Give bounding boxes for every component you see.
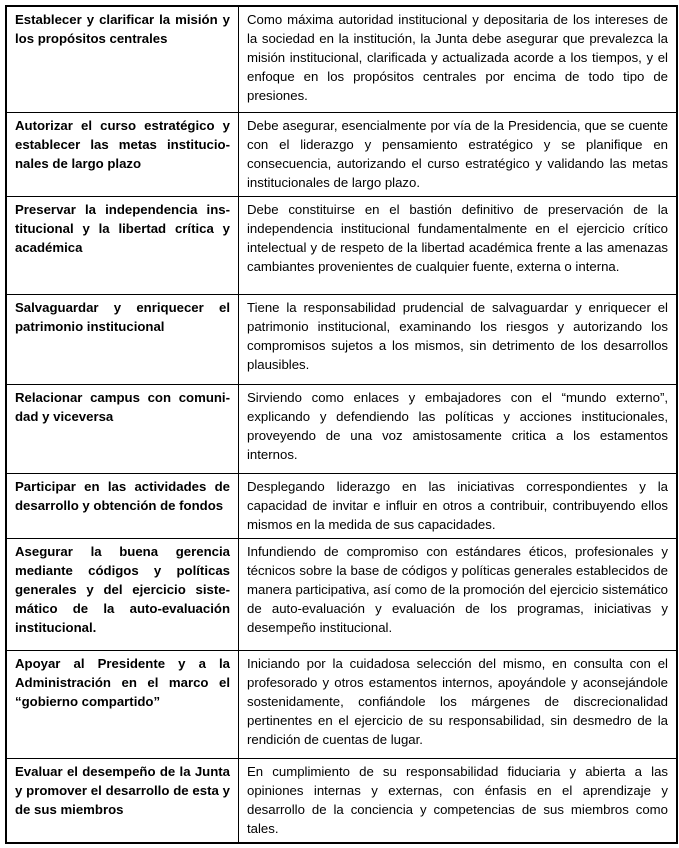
term-cell: Salvaguardar y enriquecer el patrimonio institucional (6, 294, 239, 384)
term-cell: Apoyar al Presidente y a la Administración en el marco el “gobierno compartido” (6, 650, 239, 758)
term-cell: Evaluar el desempeño de la Junta y promover el desarrollo de esta y de sus miembros (6, 758, 239, 843)
board-functions-table (5, 5, 678, 844)
description-cell: Como máxima autoridad institucional y depositaria de los intereses de la sociedad en la institución, la Junta debe asegurar que prevalezca la misión institucional, clarificada y actualizada acorde a los tiempos, y el enfoque en los propósitos centrales por encima de todo tipo de presiones. (239, 6, 678, 112)
table-row (6, 758, 677, 843)
term-cell: Relacionar campus con comuni-dad y viceversa (6, 384, 239, 473)
term-cell: Preservar la independencia ins-titucional y la libertad crítica y académica (6, 196, 239, 294)
description-cell: Iniciando por la cuidadosa selección del mismo, en consulta con el profesorado y otros estamentos internos, apoyándole y aconsejándole sostenidamente, confiándole los márgenes de discrecionalidad pertinentes en el ejercicio de su responsabilidad, sin desmedro de la rendición de cuentas de lugar. (239, 650, 678, 758)
term-cell: Establecer y clarificar la misión y los propósitos centrales (6, 6, 239, 112)
description-cell: Debe asegurar, esencialmente por vía de la Presidencia, que se cuente con el liderazgo y pensamiento estratégico y se planifique en consecuencia, autorizando el curso estratégico y validando las metas institucionales de largo plazo. (239, 112, 678, 196)
table-row (6, 112, 677, 196)
description-cell: Debe constituirse en el bastión definitivo de preservación de la independencia institucional fundamentalmente en el ejercicio crítico intelectual y de respeto de la libertad académica frente a las amenazas cambiantes provenientes de cualquier fuente, externa o interna. (239, 196, 678, 294)
description-cell: Desplegando liderazgo en las iniciativas correspondientes y la capacidad de invitar e influir en otros a contribuir, contribuyendo ellos mismos en la medida de sus capacidades. (239, 473, 678, 538)
table-body (6, 6, 677, 843)
table-row (6, 196, 677, 294)
description-cell: Infundiendo de compromiso con estándares éticos, profesionales y técnicos sobre la base de códigos y políticas generales establecidos de manera participativa, así como de la promoción del ejercicio sistemático de auto-evaluación y evaluación de los programas, iniciativas y desempeño institucional. (239, 538, 678, 650)
term-cell: Autorizar el curso estratégico y establecer las metas institucio-nales de largo plazo (6, 112, 239, 196)
table-row (6, 538, 677, 650)
term-cell: Asegurar la buena gerencia mediante códigos y políticas generales y del ejercicio siste-mático de la auto-evaluación institucional. (6, 538, 239, 650)
description-cell: Tiene la responsabilidad prudencial de salvaguardar y enriquecer el patrimonio institucional, examinando los riesgos y autorizando los compromisos sujetos a los mismos, sin detrimento de los desarrollos plausibles. (239, 294, 678, 384)
table-row (6, 473, 677, 538)
table-row (6, 294, 677, 384)
table-row (6, 650, 677, 758)
table-row (6, 6, 677, 112)
term-cell: Participar en las actividades de desarrollo y obtención de fondos (6, 473, 239, 538)
table-row (6, 384, 677, 473)
description-cell: Sirviendo como enlaces y embajadores con el “mundo externo”, explicando y defendiendo las políticas y acciones institucionales, proveyendo de una voz amistosamente critica a los estamentos internos. (239, 384, 678, 473)
description-cell: En cumplimiento de su responsabilidad fiduciaria y abierta a las opiniones internas y externas, con énfasis en el aprendizaje y desarrollo de la conciencia y competencias de sus miembros como tales. (239, 758, 678, 843)
